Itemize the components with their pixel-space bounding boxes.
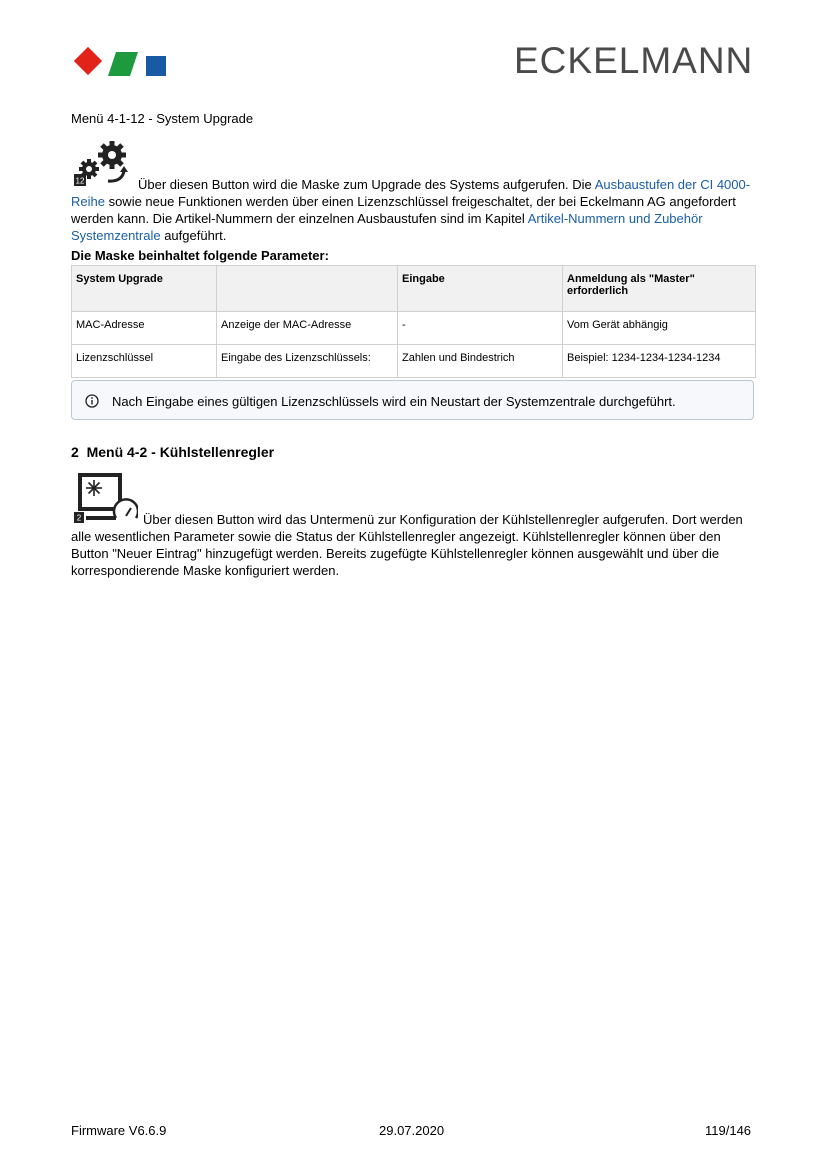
table-header-row: [72, 266, 756, 312]
section-heading: [71, 444, 274, 460]
submenu-title: Menü 4-1-12 - System Upgrade: [71, 111, 254, 126]
info-icon: [85, 394, 99, 408]
params-table: [71, 265, 756, 378]
gear-icon-badge: 12: [75, 176, 85, 186]
table-header-cell: [217, 266, 398, 312]
section-number: 2: [71, 444, 79, 460]
table-cell: Zahlen und Bindestrich: [398, 345, 563, 378]
table-cell: MAC-Adresse: [72, 312, 217, 345]
table-header-cell: Anmeldung als "Master" erforderlich: [563, 266, 756, 312]
cooling-description: Über diesen Button wird das Untermenü zur Konfiguration der Kühlstellenregler aufgerufen. Dort werden alle wesentlichen Parameter sowie die Status der Kühlstellenregler angezeigt. Kühlstellenregler können über den Button "Neuer Eintrag" hinzugefügt werden. Bereits zugefügte Kühlstellenregler können ausgewählt und über die korrespondierende Maske konfiguriert werden.: [71, 512, 743, 578]
table-cell: Eingabe des Lizenzschlüssels:: [217, 345, 398, 378]
table-cell: Vom Gerät abhängig: [563, 312, 756, 345]
table-row: [72, 345, 756, 378]
table-header-cell: Eingabe: [398, 266, 563, 312]
brand-logo-text: ECKELMANN: [514, 40, 754, 81]
table-cell: Anzeige der MAC-Adresse: [217, 312, 398, 345]
table-cell: Beispiel: 1234-1234-1234-1234: [563, 345, 756, 378]
section-title: Menü 4-2 - Kühlstellenregler: [86, 444, 275, 460]
upgrade-description: Über diesen Button wird die Maske zum Upgrade des Systems aufgerufen. Die Ausbaustufen der CI 4000-Reihe sowie neue Funktionen werden über einen Lizenzschlüssel freigeschaltet, der bei Eckelmann AG angefordert werden kann. Die Artikel-Nummern der einzelnen Ausbaustufen sind im Kapitel Artikel-Nummern und Zubehör Systemzentrale aufgeführt.: [71, 177, 751, 243]
info-text: Nach Eingabe eines gültigen Lizenzschlüssels wird ein Neustart der Systemzentrale durchgeführt.: [112, 394, 676, 409]
cooler-icon-badge: 2: [76, 513, 82, 523]
table-header-cell: System Upgrade: [72, 266, 217, 312]
table-cell: -: [398, 312, 563, 345]
table-cell: Lizenzschlüssel: [72, 345, 217, 378]
footer-firmware: Firmware V6.6.9: [71, 1123, 167, 1138]
link-artikel-nummern[interactable]: Artikel-Nummern und Zubehör Systemzentrale: [71, 211, 703, 243]
footer-page-number: 119/146: [705, 1123, 752, 1138]
footer-date: 29.07.2020: [379, 1123, 445, 1138]
link-ausbaustufen[interactable]: Ausbaustufen der CI 4000-Reihe: [71, 177, 751, 209]
eckelmann-logo-squares: [72, 46, 168, 80]
params-heading: Die Maske beinhaltet folgende Parameter:: [71, 248, 329, 263]
table-row: [72, 312, 756, 345]
info-box: [71, 380, 754, 420]
